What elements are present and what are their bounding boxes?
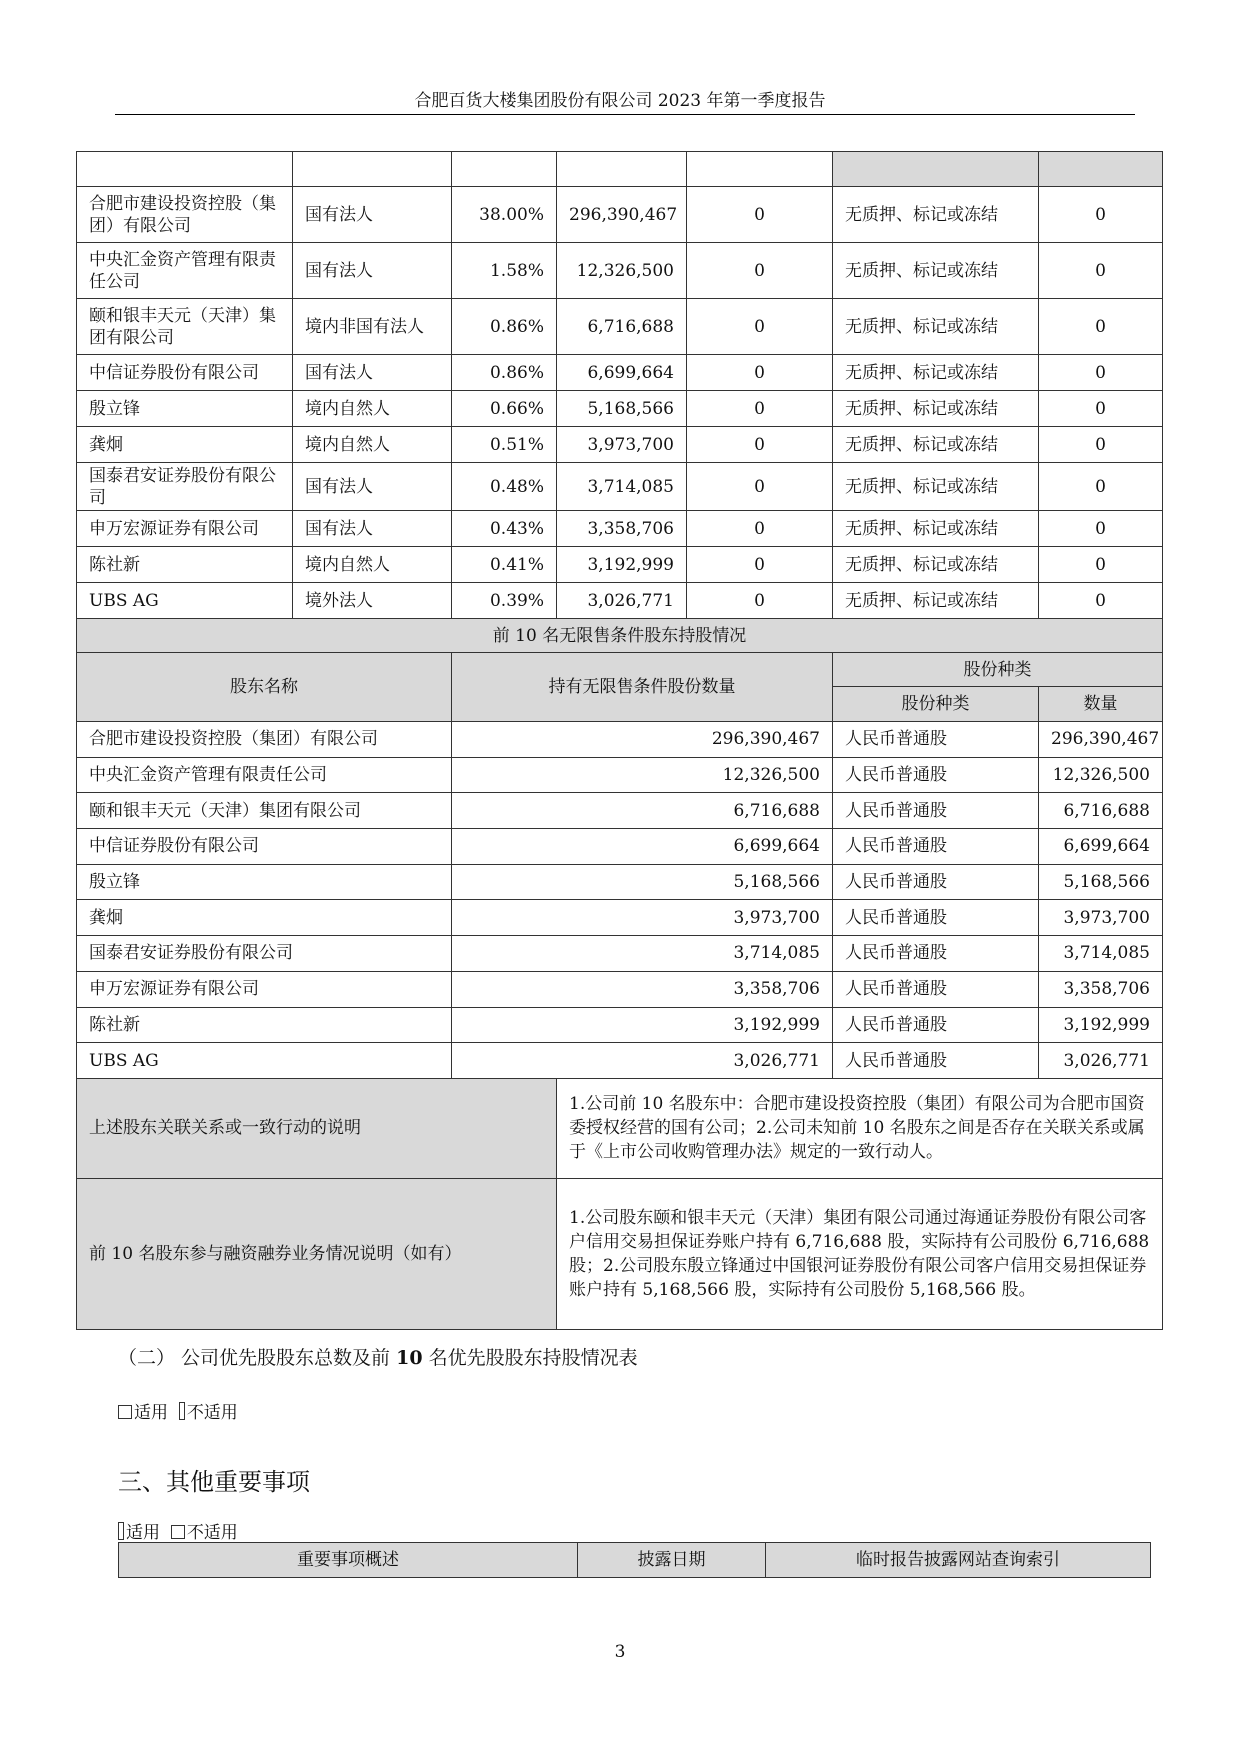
table-row — [77, 1043, 1163, 1079]
table-row — [77, 463, 1163, 511]
unrestricted-count-cell: 296,390,467 — [1039, 722, 1163, 758]
unrestricted-name-cell: 合肥市建设投资控股（集团）有限公司 — [77, 722, 452, 758]
section-header: 前 10 名无限售条件股东持股情况 — [77, 619, 1163, 653]
unrestricted-type-cell: 人民币普通股 — [833, 971, 1039, 1007]
unrestricted-quantity-cell: 5,168,566 — [452, 864, 833, 900]
table-header-row — [119, 1543, 1151, 1578]
holder-status-cell: 无质押、标记或冻结 — [833, 547, 1039, 583]
unrestricted-type-cell: 人民币普通股 — [833, 936, 1039, 972]
unrestricted-type-cell: 人民币普通股 — [833, 1007, 1039, 1043]
table-row — [77, 391, 1163, 427]
holder-shares-cell: 3,026,771 — [557, 583, 687, 619]
holder-ratio-cell: 0.86% — [452, 299, 557, 355]
holder-nature-cell: 国有法人 — [293, 243, 452, 299]
holder-status-cell: 无质押、标记或冻结 — [833, 583, 1039, 619]
holder-status-cell: 无质押、标记或冻结 — [833, 299, 1039, 355]
header-rule — [115, 114, 1135, 115]
holder-pledged-cell: 0 — [1039, 299, 1163, 355]
note-row — [77, 1078, 1163, 1178]
unrestricted-count-cell: 5,168,566 — [1039, 864, 1163, 900]
unrestricted-type-cell: 人民币普通股 — [833, 757, 1039, 793]
holder-restricted-cell: 0 — [687, 511, 833, 547]
holder-shares-cell: 3,973,700 — [557, 427, 687, 463]
holder-name-cell: 国泰君安证券股份有限公司 — [77, 463, 293, 511]
unrestricted-name-cell: UBS AG — [77, 1043, 452, 1079]
holder-ratio-cell: 0.39% — [452, 583, 557, 619]
header-cell: 数量 — [1039, 687, 1163, 722]
holder-name-cell: 龚炯 — [77, 427, 293, 463]
holder-status-cell: 无质押、标记或冻结 — [833, 427, 1039, 463]
holder-status-cell: 无质押、标记或冻结 — [833, 391, 1039, 427]
holder-shares-cell: 6,699,664 — [557, 355, 687, 391]
holder-restricted-cell: 0 — [687, 583, 833, 619]
shareholder-table — [76, 151, 1163, 1330]
header-cell — [452, 152, 557, 187]
unrestricted-name-cell: 颐和银丰天元（天津）集团有限公司 — [77, 793, 452, 829]
table-row — [77, 936, 1163, 972]
note-label: 前 10 名股东参与融资融券业务情况说明（如有） — [77, 1178, 557, 1329]
section-header-row — [77, 619, 1163, 653]
holder-pledged-cell: 0 — [1039, 187, 1163, 243]
unrestricted-count-cell: 3,358,706 — [1039, 971, 1163, 1007]
unrestricted-quantity-cell: 12,326,500 — [452, 757, 833, 793]
holder-pledged-cell: 0 — [1039, 547, 1163, 583]
unrestricted-count-cell: 3,192,999 — [1039, 1007, 1163, 1043]
page-header: 合肥百货大楼集团股份有限公司 2023 年第一季度报告 — [414, 91, 826, 111]
holder-nature-cell: 国有法人 — [293, 187, 452, 243]
header-cell — [293, 152, 452, 187]
holder-pledged-cell: 0 — [1039, 583, 1163, 619]
other-matters-applicability: 适用 不适用 — [118, 1518, 238, 1543]
unrestricted-count-cell: 6,699,664 — [1039, 829, 1163, 865]
unrestricted-name-cell: 陈社新 — [77, 1007, 452, 1043]
holder-nature-cell: 国有法人 — [293, 463, 452, 511]
unrestricted-name-cell: 殷立锋 — [77, 864, 452, 900]
preferred-heading: （二） 公司优先股股东总数及前 10 名优先股股东持股情况表 — [118, 1347, 638, 1369]
table-header-row — [77, 653, 1163, 687]
holder-nature-cell: 境内自然人 — [293, 547, 452, 583]
holder-name-cell: 殷立锋 — [77, 391, 293, 427]
unrestricted-count-cell: 3,973,700 — [1039, 900, 1163, 936]
unrestricted-type-cell: 人民币普通股 — [833, 864, 1039, 900]
holder-ratio-cell: 0.51% — [452, 427, 557, 463]
unrestricted-quantity-cell: 3,358,706 — [452, 971, 833, 1007]
holder-status-cell: 无质押、标记或冻结 — [833, 243, 1039, 299]
table-row — [77, 547, 1163, 583]
table-row — [77, 187, 1163, 243]
table-row — [77, 243, 1163, 299]
unrestricted-quantity-cell: 3,973,700 — [452, 900, 833, 936]
note-label: 上述股东关联关系或一致行动的说明 — [77, 1078, 557, 1178]
holder-status-cell: 无质押、标记或冻结 — [833, 463, 1039, 511]
header-cell — [557, 152, 687, 187]
unrestricted-type-cell: 人民币普通股 — [833, 1043, 1039, 1079]
table-row — [77, 583, 1163, 619]
header-cell: 披露日期 — [578, 1543, 766, 1578]
holder-restricted-cell: 0 — [687, 243, 833, 299]
holder-nature-cell: 境内自然人 — [293, 391, 452, 427]
table-row — [77, 971, 1163, 1007]
unrestricted-name-cell: 国泰君安证券股份有限公司 — [77, 936, 452, 972]
unrestricted-count-cell: 3,714,085 — [1039, 936, 1163, 972]
table-row — [77, 793, 1163, 829]
holder-name-cell: UBS AG — [77, 583, 293, 619]
unrestricted-count-cell: 3,026,771 — [1039, 1043, 1163, 1079]
header-cell: 股份种类 — [833, 653, 1163, 687]
holder-nature-cell: 境内非国有法人 — [293, 299, 452, 355]
holder-ratio-cell: 1.58% — [452, 243, 557, 299]
unrestricted-quantity-cell: 296,390,467 — [452, 722, 833, 758]
table-row — [77, 427, 1163, 463]
unrestricted-type-cell: 人民币普通股 — [833, 900, 1039, 936]
table-row — [77, 1007, 1163, 1043]
note-text: 1.公司股东颐和银丰天元（天津）集团有限公司通过海通证券股份有限公司客户信用交易担保证券账户持有 6,716,688 股，实际持有公司股份 6,716,688 股；2.公司股东殷立锋通过中国银河证券股份有限公司客户信用交易担保证券账户持有 5,168,566 股，实际持有公司股份 5,168,566 股。 — [557, 1178, 1163, 1329]
holder-name-cell: 中信证券股份有限公司 — [77, 355, 293, 391]
holder-ratio-cell: 0.41% — [452, 547, 557, 583]
unrestricted-quantity-cell: 3,192,999 — [452, 1007, 833, 1043]
table-row — [77, 864, 1163, 900]
holder-name-cell: 颐和银丰天元（天津）集团有限公司 — [77, 299, 293, 355]
table-row — [77, 511, 1163, 547]
unrestricted-count-cell: 6,716,688 — [1039, 793, 1163, 829]
holder-status-cell: 无质押、标记或冻结 — [833, 355, 1039, 391]
header-cell: 股东名称 — [77, 653, 452, 722]
holder-restricted-cell: 0 — [687, 427, 833, 463]
unrestricted-type-cell: 人民币普通股 — [833, 793, 1039, 829]
unrestricted-quantity-cell: 6,716,688 — [452, 793, 833, 829]
holder-status-cell: 无质押、标记或冻结 — [833, 511, 1039, 547]
holder-restricted-cell: 0 — [687, 355, 833, 391]
holder-ratio-cell: 0.66% — [452, 391, 557, 427]
unrestricted-quantity-cell: 6,699,664 — [452, 829, 833, 865]
header-cell — [1039, 152, 1163, 187]
holder-restricted-cell: 0 — [687, 187, 833, 243]
holder-pledged-cell: 0 — [1039, 243, 1163, 299]
holder-restricted-cell: 0 — [687, 463, 833, 511]
holder-name-cell: 中央汇金资产管理有限责任公司 — [77, 243, 293, 299]
holder-nature-cell: 境外法人 — [293, 583, 452, 619]
holder-shares-cell: 3,192,999 — [557, 547, 687, 583]
table-row — [77, 757, 1163, 793]
note-text: 1.公司前 10 名股东中：合肥市建设投资控股（集团）有限公司为合肥市国资委授权经营的国有公司；2.公司未知前 10 名股东之间是否存在关联关系或属于《上市公司收购管理办法》规定的一致行动人。 — [557, 1078, 1163, 1178]
header-cell — [77, 152, 293, 187]
holder-nature-cell: 境内自然人 — [293, 427, 452, 463]
header-cell — [833, 152, 1039, 187]
checkbox-unchecked-icon — [118, 1405, 132, 1419]
checkbox-checked-icon — [179, 1402, 185, 1420]
holder-shares-cell: 6,716,688 — [557, 299, 687, 355]
table-row — [77, 900, 1163, 936]
holder-restricted-cell: 0 — [687, 299, 833, 355]
unrestricted-quantity-cell: 3,026,771 — [452, 1043, 833, 1079]
checkbox-unchecked-icon — [171, 1525, 185, 1539]
holder-shares-cell: 3,714,085 — [557, 463, 687, 511]
unrestricted-type-cell: 人民币普通股 — [833, 722, 1039, 758]
holder-shares-cell: 3,358,706 — [557, 511, 687, 547]
holder-nature-cell: 国有法人 — [293, 511, 452, 547]
header-cell — [687, 152, 833, 187]
note-row — [77, 1178, 1163, 1329]
table-row — [77, 829, 1163, 865]
holder-restricted-cell: 0 — [687, 391, 833, 427]
unrestricted-quantity-cell: 3,714,085 — [452, 936, 833, 972]
section-title: 三、其他重要事项 — [118, 1468, 310, 1496]
other-matters-table — [118, 1542, 1151, 1578]
holder-ratio-cell: 38.00% — [452, 187, 557, 243]
holder-pledged-cell: 0 — [1039, 427, 1163, 463]
unrestricted-name-cell: 申万宏源证券有限公司 — [77, 971, 452, 1007]
unrestricted-type-cell: 人民币普通股 — [833, 829, 1039, 865]
unrestricted-count-cell: 12,326,500 — [1039, 757, 1163, 793]
holder-name-cell: 申万宏源证券有限公司 — [77, 511, 293, 547]
holder-ratio-cell: 0.48% — [452, 463, 557, 511]
header-cell: 股份种类 — [833, 687, 1039, 722]
holder-ratio-cell: 0.43% — [452, 511, 557, 547]
holder-name-cell: 陈社新 — [77, 547, 293, 583]
holder-restricted-cell: 0 — [687, 547, 833, 583]
table-header-row — [77, 152, 1163, 187]
holder-status-cell: 无质押、标记或冻结 — [833, 187, 1039, 243]
header-cell: 临时报告披露网站查询索引 — [766, 1543, 1151, 1578]
checkbox-checked-icon — [118, 1522, 124, 1540]
header-cell: 持有无限售条件股份数量 — [452, 653, 833, 722]
holder-pledged-cell: 0 — [1039, 463, 1163, 511]
unrestricted-name-cell: 中央汇金资产管理有限责任公司 — [77, 757, 452, 793]
holder-shares-cell: 12,326,500 — [557, 243, 687, 299]
table-row — [77, 355, 1163, 391]
header-cell: 重要事项概述 — [119, 1543, 578, 1578]
unrestricted-name-cell: 龚炯 — [77, 900, 452, 936]
table-row — [77, 299, 1163, 355]
holder-name-cell: 合肥市建设投资控股（集团）有限公司 — [77, 187, 293, 243]
holder-nature-cell: 国有法人 — [293, 355, 452, 391]
holder-pledged-cell: 0 — [1039, 355, 1163, 391]
holder-ratio-cell: 0.86% — [452, 355, 557, 391]
holder-shares-cell: 5,168,566 — [557, 391, 687, 427]
holder-pledged-cell: 0 — [1039, 511, 1163, 547]
unrestricted-name-cell: 中信证券股份有限公司 — [77, 829, 452, 865]
table-row — [77, 722, 1163, 758]
page-number: 3 — [614, 1642, 626, 1662]
holder-shares-cell: 296,390,467 — [557, 187, 687, 243]
preferred-applicability: 适用 不适用 — [118, 1398, 238, 1423]
holder-pledged-cell: 0 — [1039, 391, 1163, 427]
